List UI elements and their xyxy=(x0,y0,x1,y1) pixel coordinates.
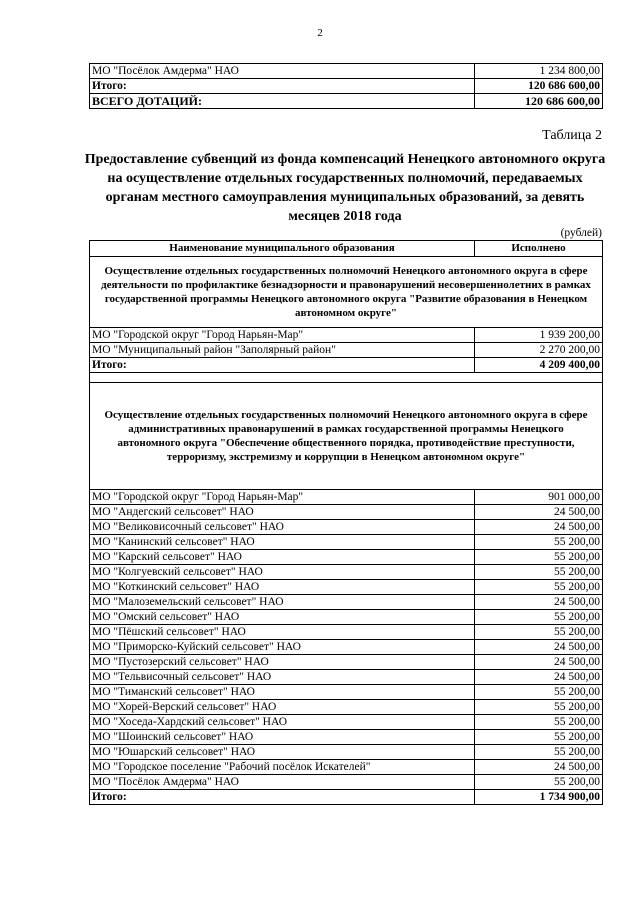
document-title: Предоставление субвенций из фонда компенсаций Ненецкого автономного округа на осуществление отдельных государственных полномочий, передаваемых органам местного самоуправления муниципальных образований, за девять месяцев 2018 года xyxy=(84,152,606,224)
grand-total-row xyxy=(90,94,603,109)
row-value: 55 200,00 xyxy=(475,625,603,640)
total-value: 4 209 400,00 xyxy=(475,358,603,373)
subventions-table xyxy=(89,240,603,805)
units-label: (рублей) xyxy=(560,227,602,239)
row-name: МО "Городской округ "Город Нарьян-Мар" xyxy=(90,328,475,343)
table-row xyxy=(90,328,603,343)
row-name: МО "Городской округ "Город Нарьян-Мар" xyxy=(90,490,475,505)
row-value: 55 200,00 xyxy=(475,730,603,745)
row-value: 24 500,00 xyxy=(475,520,603,535)
row-name: МО "Юшарский сельсовет" НАО xyxy=(90,745,475,760)
row-name: МО "Коткинский сельсовет" НАО xyxy=(90,580,475,595)
table-row xyxy=(90,550,603,565)
table-row xyxy=(90,640,603,655)
row-name: МО "Колгуевский сельсовет" НАО xyxy=(90,565,475,580)
header-row xyxy=(90,241,603,257)
row-name: МО "Посёлок Амдерма" НАО xyxy=(90,64,475,79)
row-name: МО "Омский сельсовет" НАО xyxy=(90,610,475,625)
row-name: МО "Муниципальный район "Заполярный район" xyxy=(90,343,475,358)
spacer xyxy=(90,373,603,383)
row-name: МО "Хоседа-Хардский сельсовет" НАО xyxy=(90,715,475,730)
table-row xyxy=(90,760,603,775)
section-2-title: Осуществление отдельных государственных полномочий Ненецкого автономного округа в сфере административных правонарушений в рамках государственной программы Ненецкого автономного округа "Обеспечение общественного порядка, противодействие преступности, терроризму, экстремизму и коррупции в Ненецком автономном округе" xyxy=(90,383,603,490)
row-value: 24 500,00 xyxy=(475,655,603,670)
table-row xyxy=(90,535,603,550)
row-value: 24 500,00 xyxy=(475,505,603,520)
row-name: МО "Малоземельский сельсовет" НАО xyxy=(90,595,475,610)
total-row xyxy=(90,79,603,94)
table-row xyxy=(90,343,603,358)
row-name: МО "Посёлок Амдерма" НАО xyxy=(90,775,475,790)
row-name: МО "Приморско-Куйский сельсовет" НАО xyxy=(90,640,475,655)
total-label: Итого: xyxy=(90,790,475,805)
row-name: МО "Карский сельсовет" НАО xyxy=(90,550,475,565)
table-row xyxy=(90,580,603,595)
table-row xyxy=(90,700,603,715)
row-name: МО "Городское поселение "Рабочий посёлок Искателей" xyxy=(90,760,475,775)
row-value: 24 500,00 xyxy=(475,595,603,610)
section-row xyxy=(90,383,603,490)
row-value: 55 200,00 xyxy=(475,745,603,760)
table-row xyxy=(90,520,603,535)
row-value: 55 200,00 xyxy=(475,580,603,595)
row-value: 1 234 800,00 xyxy=(475,64,603,79)
table-row xyxy=(90,505,603,520)
row-value: 2 270 200,00 xyxy=(475,343,603,358)
row-name: МО "Пустозерский сельсовет" НАО xyxy=(90,655,475,670)
row-value: 901 000,00 xyxy=(475,490,603,505)
total-row xyxy=(90,358,603,373)
grand-total-value: 120 686 600,00 xyxy=(475,94,603,109)
header-value: Исполнено xyxy=(475,241,603,257)
page-number: 2 xyxy=(317,27,323,39)
row-name: МО "Великовисочный сельсовет" НАО xyxy=(90,520,475,535)
total-row xyxy=(90,790,603,805)
section-1-title: Осуществление отдельных государственных полномочий Ненецкого автономного округа в сфере деятельности по профилактике безнадзорности и правонарушений несовершеннолетних в рамках государственной программы Ненецкого автономного округа "Развитие образования в Ненецком автономном округе" xyxy=(90,257,603,328)
total-label: Итого: xyxy=(90,79,475,94)
row-name: МО "Канинский сельсовет" НАО xyxy=(90,535,475,550)
table-row xyxy=(90,610,603,625)
table-row xyxy=(90,730,603,745)
table-row xyxy=(90,64,603,79)
header-name: Наименование муниципального образования xyxy=(90,241,475,257)
table-row xyxy=(90,565,603,580)
table-row xyxy=(90,655,603,670)
row-value: 55 200,00 xyxy=(475,700,603,715)
section-row xyxy=(90,257,603,328)
row-name: МО "Пёшский сельсовет" НАО xyxy=(90,625,475,640)
table-label: Таблица 2 xyxy=(542,128,602,143)
row-value: 1 939 200,00 xyxy=(475,328,603,343)
spacer-row xyxy=(90,373,603,383)
total-value: 1 734 900,00 xyxy=(475,790,603,805)
row-value: 55 200,00 xyxy=(475,775,603,790)
row-value: 24 500,00 xyxy=(475,640,603,655)
table-row xyxy=(90,745,603,760)
row-name: МО "Хорей-Верский сельсовет" НАО xyxy=(90,700,475,715)
row-name: МО "Андегский сельсовет" НАО xyxy=(90,505,475,520)
top-summary-table xyxy=(89,63,603,109)
table-row xyxy=(90,670,603,685)
table-row xyxy=(90,625,603,640)
row-name: МО "Тельвисочный сельсовет" НАО xyxy=(90,670,475,685)
row-value: 24 500,00 xyxy=(475,760,603,775)
row-value: 55 200,00 xyxy=(475,565,603,580)
total-value: 120 686 600,00 xyxy=(475,79,603,94)
table-row xyxy=(90,595,603,610)
table-row xyxy=(90,775,603,790)
table-row xyxy=(90,490,603,505)
table-row xyxy=(90,685,603,700)
row-value: 55 200,00 xyxy=(475,535,603,550)
row-value: 55 200,00 xyxy=(475,550,603,565)
row-value: 55 200,00 xyxy=(475,685,603,700)
row-value: 55 200,00 xyxy=(475,715,603,730)
table-row xyxy=(90,715,603,730)
row-value: 55 200,00 xyxy=(475,610,603,625)
row-value: 24 500,00 xyxy=(475,670,603,685)
grand-total-label: ВСЕГО ДОТАЦИЙ: xyxy=(90,94,475,109)
row-name: МО "Тиманский сельсовет" НАО xyxy=(90,685,475,700)
row-name: МО "Шоинский сельсовет" НАО xyxy=(90,730,475,745)
total-label: Итого: xyxy=(90,358,475,373)
